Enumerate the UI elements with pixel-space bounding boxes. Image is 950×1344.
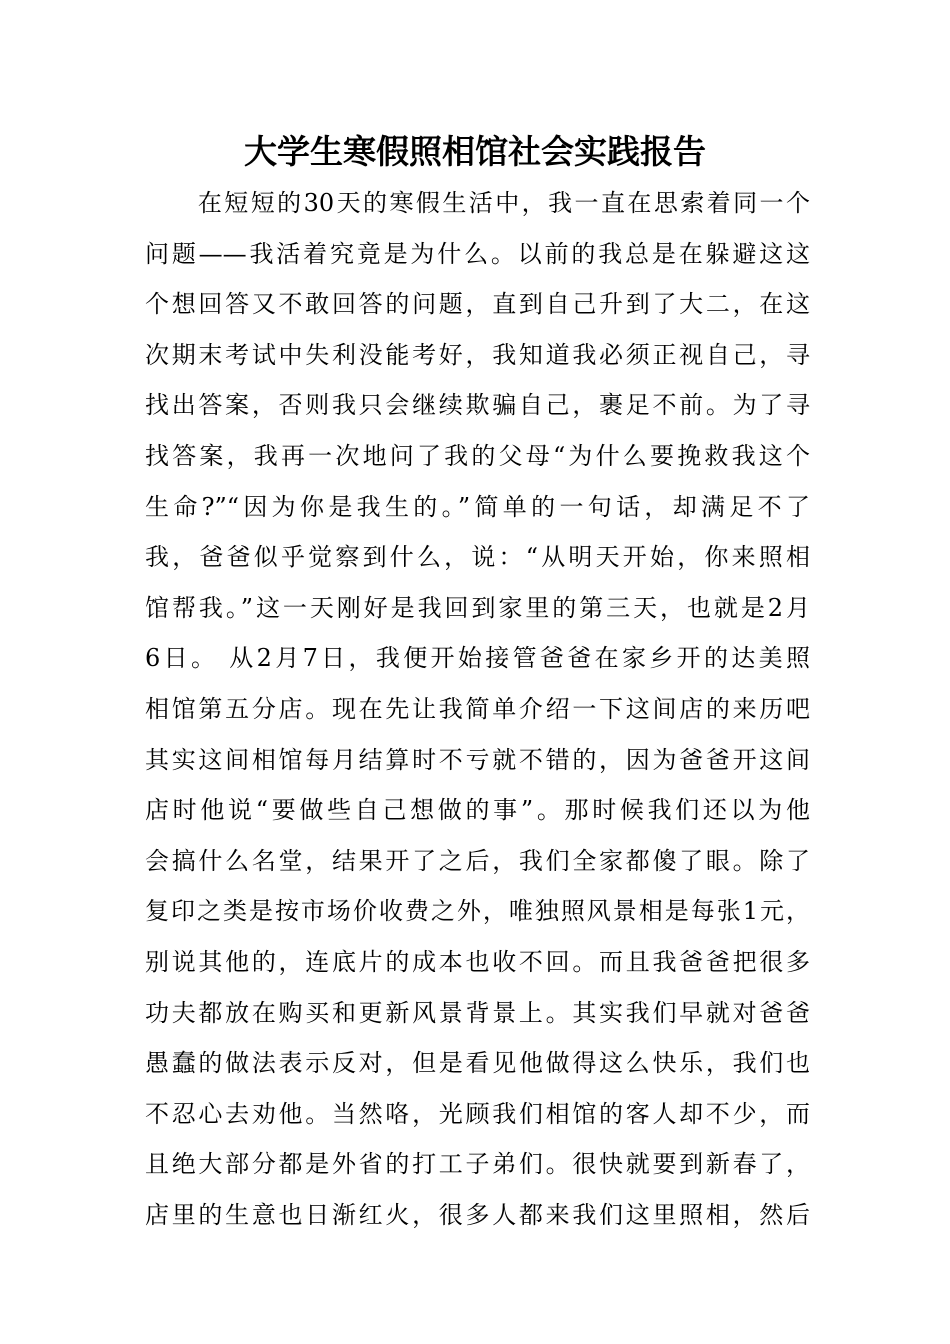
body-line: 我，爸爸似乎觉察到什么，说：“从明天开始，你来照相: [145, 543, 810, 572]
body-line: 生命?”“因为你是我生的。”简单的一句话，却满足不了: [145, 492, 810, 521]
body-line: 别说其他的，连底片的成本也收不回。而且我爸爸把很多: [145, 947, 810, 976]
body-line: 不忍心去劝他。当然咯，光顾我们相馆的客人却不少，而: [145, 1099, 810, 1128]
body-line: 会搞什么名堂，结果开了之后，我们全家都傻了眼。除了: [145, 846, 810, 875]
document-title: 大学生寒假照相馆社会实践报告: [244, 132, 706, 171]
body-line: 馆帮我。”这一天刚好是我回到家里的第三天，也就是2月: [145, 593, 810, 622]
body-line: 次期末考试中失利没能考好，我知道我必须正视自己，寻: [145, 340, 810, 369]
body-line: 功夫都放在购买和更新风景背景上。其实我们早就对爸爸: [145, 998, 810, 1027]
body-line: 在短短的30天的寒假生活中，我一直在思索着同一个: [145, 189, 810, 217]
body-line: 复印之类是按市场价收费之外，唯独照风景相是每张1元，: [145, 897, 810, 926]
body-line: 店时他说“要做些自己想做的事”。那时候我们还以为他: [145, 796, 810, 825]
body-line: 愚蠢的做法表示反对，但是看见他做得这么快乐，我们也: [145, 1049, 810, 1078]
body-line: 找答案，我再一次地问了我的父母“为什么要挽救我这个: [145, 441, 810, 470]
body-line: 个想回答又不敢回答的问题，直到自己升到了大二，在这: [145, 290, 810, 319]
body-line: 找出答案，否则我只会继续欺骗自己，裹足不前。为了寻: [145, 391, 810, 420]
body-line: 相馆第五分店。现在先让我简单介绍一下这间店的来历吧: [145, 694, 810, 723]
document-body: [145, 178, 810, 1240]
body-line: 店里的生意也日渐红火，很多人都来我们这里照相，然后: [145, 1200, 810, 1229]
body-line: 且绝大部分都是外省的打工子弟们。很快就要到新春了，: [145, 1150, 810, 1179]
body-line: 问题——我活着究竟是为什么。以前的我总是在躲避这这: [145, 239, 810, 268]
body-line: 其实这间相馆每月结算时不亏就不错的，因为爸爸开这间: [145, 745, 810, 774]
body-line: 6日。 从2月7日，我便开始接管爸爸在家乡开的达美照: [145, 644, 810, 673]
